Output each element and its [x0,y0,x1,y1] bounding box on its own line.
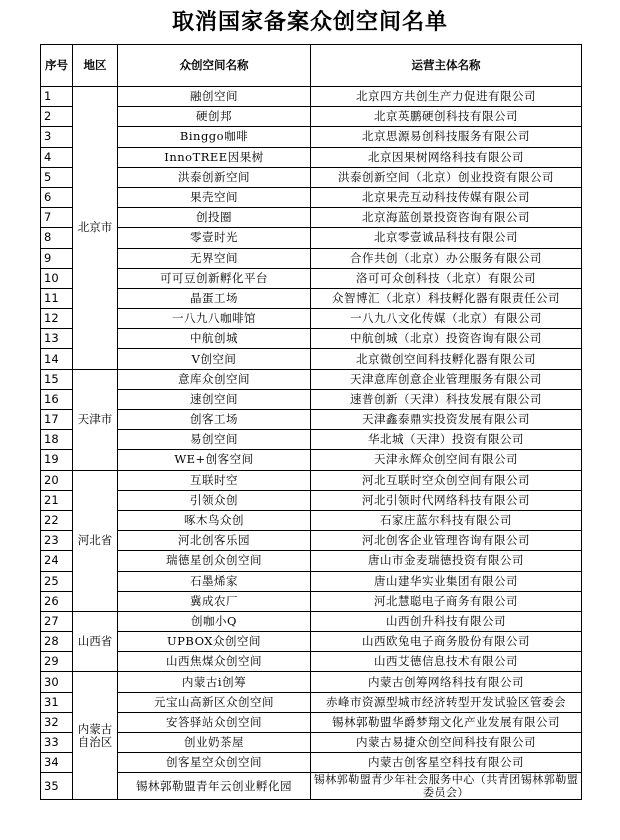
table-row [41,329,582,349]
cell-space-name: UPBOX众创空间 [118,632,311,652]
cell-operator: 北京零壹诚品科技有限公司 [311,228,582,248]
cell-operator: 天津永辉众创空间有限公司 [311,450,582,470]
cell-seq: 6 [41,187,73,207]
cell-space-name: 晶蛋工场 [118,288,311,308]
table-row [41,309,582,329]
cell-operator: 北京思源易创科技服务有限公司 [311,127,582,147]
table-header-row [41,45,582,87]
table-row [41,611,582,631]
table-row [41,208,582,228]
table-row [41,712,582,732]
cell-seq: 16 [41,389,73,409]
cell-seq: 1 [41,87,73,107]
cell-seq: 5 [41,167,73,187]
cell-seq: 20 [41,470,73,490]
header-space-name: 众创空间名称 [118,45,311,87]
cell-seq: 25 [41,571,73,591]
cell-seq: 22 [41,510,73,530]
cell-seq: 30 [41,672,73,692]
cell-operator: 内蒙古创客星空科技有限公司 [311,753,582,773]
cell-space-name: 融创空间 [118,87,311,107]
table-row [41,288,582,308]
cell-space-name: Binggo咖啡 [118,127,311,147]
cell-operator: 石家庄蓝尔科技有限公司 [311,510,582,530]
cell-space-name: 意库众创空间 [118,369,311,389]
cell-space-name: 互联时空 [118,470,311,490]
cell-seq: 10 [41,268,73,288]
cell-space-name: 安答驿站众创空间 [118,712,311,732]
cell-operator: 锡林郭勒盟青少年社会服务中心（共青团锡林郭勒盟委员会） [311,773,582,800]
cell-operator: 河北慧聪电子商务有限公司 [311,591,582,611]
cell-seq: 27 [41,611,73,631]
cell-region: 天津市 [73,369,118,470]
table-row [41,753,582,773]
table-row [41,692,582,712]
cell-space-name: 创客星空众创空间 [118,753,311,773]
table-row [41,531,582,551]
table-row [41,248,582,268]
cell-space-name: 速创空间 [118,389,311,409]
cell-operator: 山西欧兔电子商务股份有限公司 [311,632,582,652]
cell-seq: 34 [41,753,73,773]
cell-seq: 23 [41,531,73,551]
table-body [41,87,582,800]
table-row [41,87,582,107]
cell-space-name: 元宝山高新区众创空间 [118,692,311,712]
page-title: 取消国家备案众创空间名单 [171,10,448,35]
table-row [41,167,582,187]
table-row [41,632,582,652]
cell-operator: 唐山建华实业集团有限公司 [311,571,582,591]
cell-space-name: 无界空间 [118,248,311,268]
table-row [41,107,582,127]
table-row [41,591,582,611]
cell-seq: 19 [41,450,73,470]
cell-seq: 18 [41,430,73,450]
cell-operator: 速普创新（天津）科技发展有限公司 [311,389,582,409]
table-row [41,349,582,369]
cell-operator: 锡林郭勒盟华爵梦翔文化产业发展有限公司 [311,712,582,732]
cell-space-name: 创业奶茶屋 [118,733,311,753]
cell-seq: 4 [41,147,73,167]
cell-seq: 28 [41,632,73,652]
cell-seq: 11 [41,288,73,308]
cell-space-name: WE+创客空间 [118,450,311,470]
cell-operator: 天津鑫泰鼎实投资发展有限公司 [311,410,582,430]
cell-space-name: 山西焦煤众创空间 [118,652,311,672]
cell-operator: 北京英鹏硬创科技有限公司 [311,107,582,127]
cell-operator: 内蒙古易捷众创空间科技有限公司 [311,733,582,753]
cell-operator: 北京四方共创生产力促进有限公司 [311,87,582,107]
cell-operator: 北京海蓝创景投资咨询有限公司 [311,208,582,228]
cell-operator: 河北创客企业管理咨询有限公司 [311,531,582,551]
cell-operator: 华北城（天津）投资有限公司 [311,430,582,450]
cell-region: 内蒙古自治区 [73,672,118,800]
cell-operator: 北京因果树网络科技有限公司 [311,147,582,167]
cell-seq: 29 [41,652,73,672]
table-row [41,430,582,450]
table-row [41,733,582,753]
cell-space-name: 创投圈 [118,208,311,228]
table-row [41,672,582,692]
cell-seq: 14 [41,349,73,369]
cell-space-name: 零壹时光 [118,228,311,248]
cell-seq: 17 [41,410,73,430]
table-row [41,450,582,470]
cell-operator: 洪泰创新空间（北京）创业投资有限公司 [311,167,582,187]
cell-operator: 赤峰市资源型城市经济转型开发试验区管委会 [311,692,582,712]
table-row [41,389,582,409]
cell-space-name: 洪泰创新空间 [118,167,311,187]
cell-seq: 2 [41,107,73,127]
cell-seq: 35 [41,773,73,800]
cell-space-name: 硬创邦 [118,107,311,127]
cancelled-spaces-table [40,44,582,800]
table-row [41,228,582,248]
table-row [41,147,582,167]
cell-region: 山西省 [73,611,118,672]
table-row [41,652,582,672]
cell-space-name: 河北创客乐园 [118,531,311,551]
table-row [41,268,582,288]
cell-space-name: 果壳空间 [118,187,311,207]
cell-seq: 26 [41,591,73,611]
cell-seq: 33 [41,733,73,753]
cell-operator: 众智博汇（北京）科技孵化器有限责任公司 [311,288,582,308]
cell-space-name: 锡林郭勒盟青年云创业孵化园 [118,773,311,800]
table-row [41,551,582,571]
cell-operator: 一八九八文化传媒（北京）有限公司 [311,309,582,329]
table-row [41,510,582,530]
table-row [41,410,582,430]
cell-space-name: 创咖小Q [118,611,311,631]
cell-region: 河北省 [73,470,118,611]
table-row [41,470,582,490]
table-row [41,187,582,207]
cell-seq: 32 [41,712,73,732]
cell-space-name: 一八九八咖啡馆 [118,309,311,329]
cell-space-name: 瑞德星创众创空间 [118,551,311,571]
cell-operator: 山西创升科技有限公司 [311,611,582,631]
cell-seq: 24 [41,551,73,571]
table-row [41,773,582,800]
table-row [41,571,582,591]
cell-seq: 13 [41,329,73,349]
cell-space-name: InnoTREE因果树 [118,147,311,167]
header-seq: 序号 [41,45,73,87]
cell-space-name: 引领众创 [118,490,311,510]
cell-seq: 31 [41,692,73,712]
cell-seq: 7 [41,208,73,228]
header-operator: 运营主体名称 [311,45,582,87]
cell-space-name: V创空间 [118,349,311,369]
cell-space-name: 冀成农厂 [118,591,311,611]
cell-space-name: 内蒙古i创筹 [118,672,311,692]
cell-operator: 北京微创空间科技孵化器有限公司 [311,349,582,369]
cell-operator: 唐山市金麦瑞德投资有限公司 [311,551,582,571]
cell-seq: 3 [41,127,73,147]
cell-operator: 河北引领时代网络科技有限公司 [311,490,582,510]
cell-operator: 合作共创（北京）办公服务有限公司 [311,248,582,268]
cell-region: 北京市 [73,87,118,370]
cell-space-name: 中航创城 [118,329,311,349]
cell-space-name: 可可豆创新孵化平台 [118,268,311,288]
cell-seq: 12 [41,309,73,329]
cell-operator: 洛可可众创科技（北京）有限公司 [311,268,582,288]
table-row [41,490,582,510]
cell-operator: 河北互联时空众创空间有限公司 [311,470,582,490]
header-region: 地区 [73,45,118,87]
cell-seq: 21 [41,490,73,510]
cell-operator: 内蒙古创筹网络科技有限公司 [311,672,582,692]
cell-space-name: 啄木鸟众创 [118,510,311,530]
cell-operator: 山西艾德信息技术有限公司 [311,652,582,672]
cell-space-name: 易创空间 [118,430,311,450]
cell-operator: 天津意库创意企业管理服务有限公司 [311,369,582,389]
cell-seq: 8 [41,228,73,248]
cell-space-name: 创客工场 [118,410,311,430]
cell-seq: 15 [41,369,73,389]
table-row [41,127,582,147]
cell-operator: 中航创城（北京）投资咨询有限公司 [311,329,582,349]
cell-operator: 北京果壳互动科技传媒有限公司 [311,187,582,207]
table-row [41,369,582,389]
cell-seq: 9 [41,248,73,268]
cell-space-name: 石墨烯家 [118,571,311,591]
